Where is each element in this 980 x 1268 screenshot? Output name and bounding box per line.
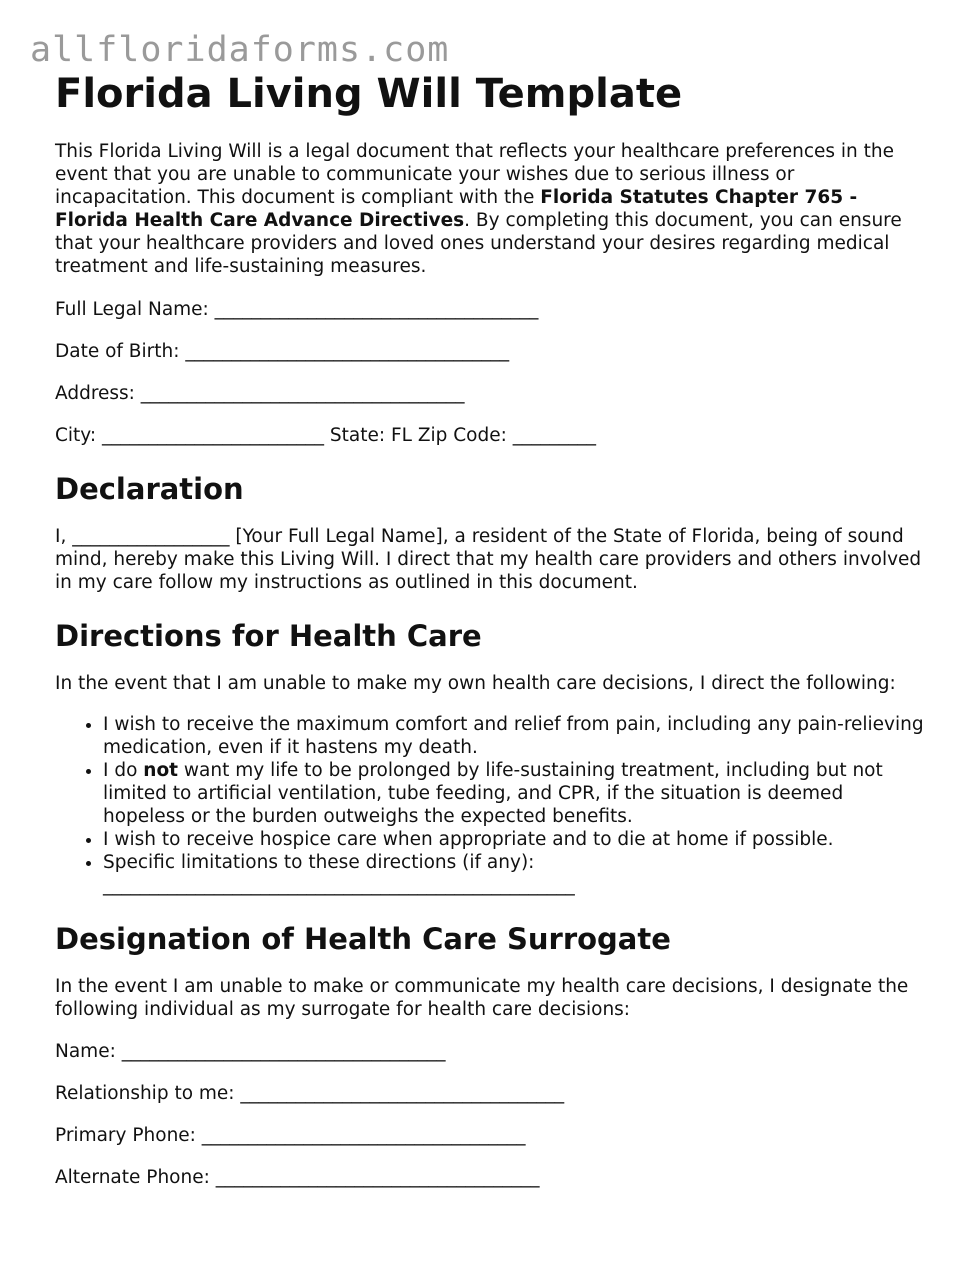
intro-text-1: This Florida Living Will is a legal document that reflects your healthcare preferences in the event that you are unable to communicate your wishes due to serious illness or incapacitation. This document is compliant with the	[55, 141, 895, 208]
full-legal-name-field[interactable]: Full Legal Name: ___________________________________	[55, 299, 539, 320]
document-page	[55, 70, 930, 1189]
directions-list	[55, 713, 930, 897]
list-item: • I wish to receive hospice care when appropriate and to die at home if possible.	[103, 828, 930, 851]
page-title: Florida Living Will Template	[55, 71, 683, 117]
list-item[interactable]: • Specific limitations to these directions (if any): ___________________________________________________	[103, 851, 930, 897]
date-of-birth-field[interactable]: Date of Birth: ___________________________________	[55, 341, 510, 362]
directions-intro: In the event that I am unable to make my own health care decisions, I direct the following:	[55, 673, 896, 694]
alternate-phone-field[interactable]: Alternate Phone: ___________________________________	[55, 1167, 540, 1188]
intro-text-2: . By completing this document, you can ensure that your healthcare providers and loved ones understand your desires regarding medical treatment and life-sustaining measures.	[55, 210, 902, 277]
city-state-zip-field[interactable]: City: ________________________ State: FL Zip Code: _________	[55, 425, 596, 446]
surrogate-intro: In the event I am unable to make or communicate my health care decisions, I designate the following individual as my surrogate for health care decisions:	[55, 976, 909, 1020]
statute-reference: Florida Statutes Chapter 765 - Florida Health Care Advance Directives	[55, 187, 858, 231]
watermark: allfloridaforms.com	[30, 30, 450, 70]
declaration-text: I, _________________ [Your Full Legal Name], a resident of the State of Florida, being of sound mind, hereby make this Living Will. I direct that my health care providers and others involved in my care follow my instructions as outlined in this document.	[55, 526, 922, 593]
item2-pre: I do	[103, 760, 144, 781]
directions-heading: Directions for Health Care	[55, 619, 482, 653]
list-item: • I wish to receive the maximum comfort and relief from pain, including any pain-relieving medication, even if it hastens my death.	[103, 713, 930, 759]
relationship-field[interactable]: Relationship to me: ___________________________________	[55, 1083, 565, 1104]
list-item	[103, 759, 930, 828]
intro-paragraph	[55, 140, 930, 278]
surrogate-heading: Designation of Health Care Surrogate	[55, 922, 671, 956]
surrogate-name-field[interactable]: Name: ___________________________________	[55, 1041, 446, 1062]
item2-emphasis: not	[143, 760, 179, 781]
declaration-heading: Declaration	[55, 472, 244, 506]
address-field[interactable]: Address: ___________________________________	[55, 383, 465, 404]
item2-post: want my life to be prolonged by life-sustaining treatment, including but not limited to artificial ventilation, tube feeding, and CPR, if the situation is deemed hopeless or the burden outweighs the expected benefits.	[103, 760, 883, 827]
primary-phone-field[interactable]: Primary Phone: ___________________________________	[55, 1125, 526, 1146]
